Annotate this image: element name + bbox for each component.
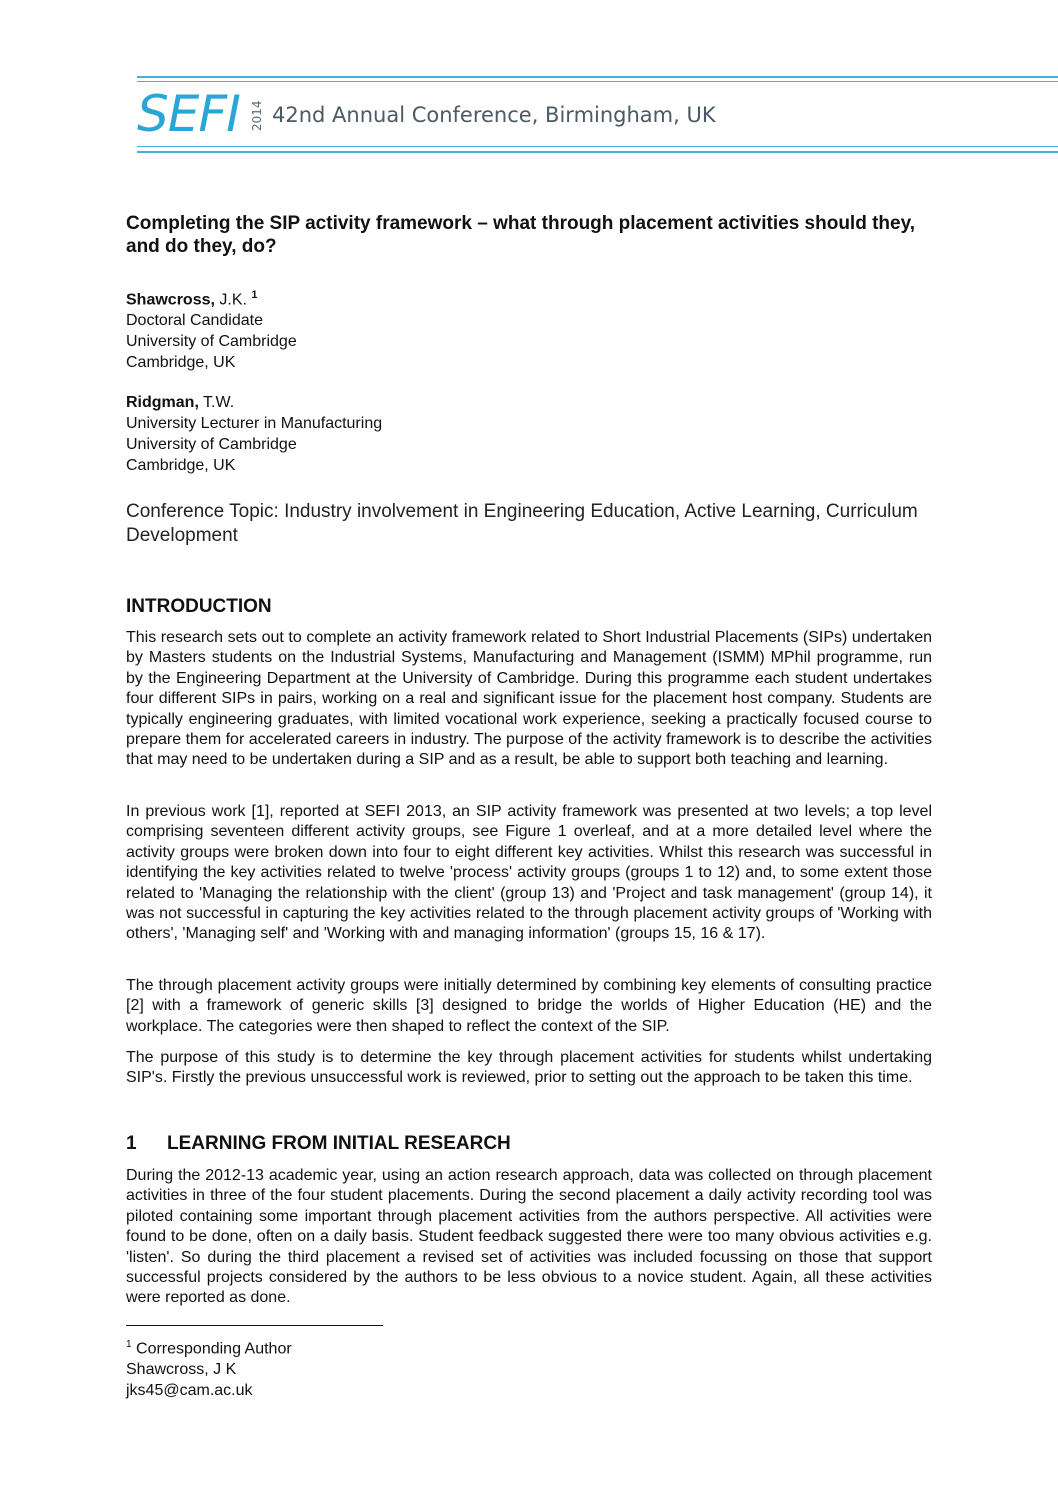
paper-title: Completing the SIP activity framework – what through placement activities should they, and do they, do? [126,213,916,257]
author-name [126,285,932,310]
section-1-heading [126,1132,511,1156]
author-initials: J.K. [219,291,247,309]
author-block-2 [126,392,932,476]
section-1-paragraph-1: During the 2012-13 academic year, using an action research approach, data was collected on through placement activities in three of the four student placements. During the second placement a daily activity recording tool was piloted containing some important through placement activities from the authors perspective. All activities were found to be done, often on a daily basis. Student feedback suggested there were too many obvious activities e.g. 'listen'. So during the third placement a revised set of activities was included focussing on those that support successful projects considered by the authors to be less obvious to a novice student. Again, all these activities were reported as done. [126,1167,932,1307]
author-role: University Lecturer in Manufacturing [126,415,383,432]
conference-title: 42nd Annual Conference, Birmingham, UK [272,103,716,127]
introduction-paragraph-3: The through placement activity groups were initially determined by combining key elements of consulting practice [2] with a framework of generic skills [3] designed to bridge the worlds of Higher Education (HE) and the workplace. The categories were then shaped to reflect the context of the SIP. [126,977,932,1035]
logo-year: 2014 [250,100,264,132]
sefi-logo: SEFI [137,85,240,143]
section-number: 1 [126,1133,137,1154]
section-title: LEARNING FROM INITIAL RESEARCH [167,1133,511,1154]
author-block-1 [126,285,932,373]
footnote-email: jks45@cam.ac.uk [126,1382,253,1400]
footnote-rule [126,1325,383,1326]
header-rule-top-1 [137,76,1058,78]
conference-topic: Conference Topic: Industry involvement in Engineering Education, Active Learning, Curriculum Development [126,501,918,546]
introduction-paragraph-1: This research sets out to complete an activity framework related to Short Industrial Placements (SIPs) undertaken by Masters students on the Industrial Systems, Manufacturing and Management (ISMM) MPhil programme, run by the Engineering Department at the University of Cambridge. During this programme each student undertakes four different SIPs in pairs, working on a real and significant issue for the placement host company. Students are typically engineering graduates, with limited vocational work experience, seeking a practically focused course to prepare them for accelerated careers in industry. The purpose of the activity framework is to describe the activities that may need to be undertaken during a SIP and as a result, be able to support both teaching and learning. [126,629,932,769]
header-rule-bottom-1 [137,146,1058,147]
author-location: Cambridge, UK [126,457,236,474]
header-rule-bottom-2 [137,151,1058,153]
header-rule-top-2 [137,81,1058,82]
author-affiliation: University of Cambridge [126,436,297,453]
introduction-paragraph-2: In previous work [1], reported at SEFI 2013, an SIP activity framework was presented at two levels; a top level comprising seventeen different activity groups, see Figure 1 overleaf, and at a more detailed level where the activity groups were broken down into four to eight different key activities. Whilst this research was successful in identifying the key activities related to twelve 'process' activity groups (groups 1 to 12) and, to some extent those related to 'Managing the relationship with the client' (group 13) and 'Project and task management' (group 14), it was not successful in capturing the key activities related to the through placement activity groups of 'Working with others', 'Managing self' and 'Working with and managing information' (groups 15, 16 & 17). [126,803,932,943]
author-surname: Ridgman, [126,394,199,411]
footnote-mark: 1 [126,1339,132,1350]
introduction-paragraph-4: The purpose of this study is to determine the key through placement activities for students whilst undertaking SIP's. Firstly the previous unsuccessful work is reviewed, prior to setting out the approach to be taken this time. [126,1049,932,1087]
footnote-name: Shawcross, J K [126,1361,237,1379]
author-location: Cambridge, UK [126,354,236,372]
footnote [126,1334,292,1401]
introduction-heading: INTRODUCTION [126,596,272,617]
footnote-label-line [126,1334,292,1359]
author-name [126,392,932,413]
author-role: Doctoral Candidate [126,312,263,330]
author-initials: T.W. [203,394,235,411]
author-surname: Shawcross, [126,291,215,309]
footnote-label: Corresponding Author [136,1340,292,1358]
footnote-mark: 1 [251,289,258,301]
author-affiliation: University of Cambridge [126,333,297,351]
